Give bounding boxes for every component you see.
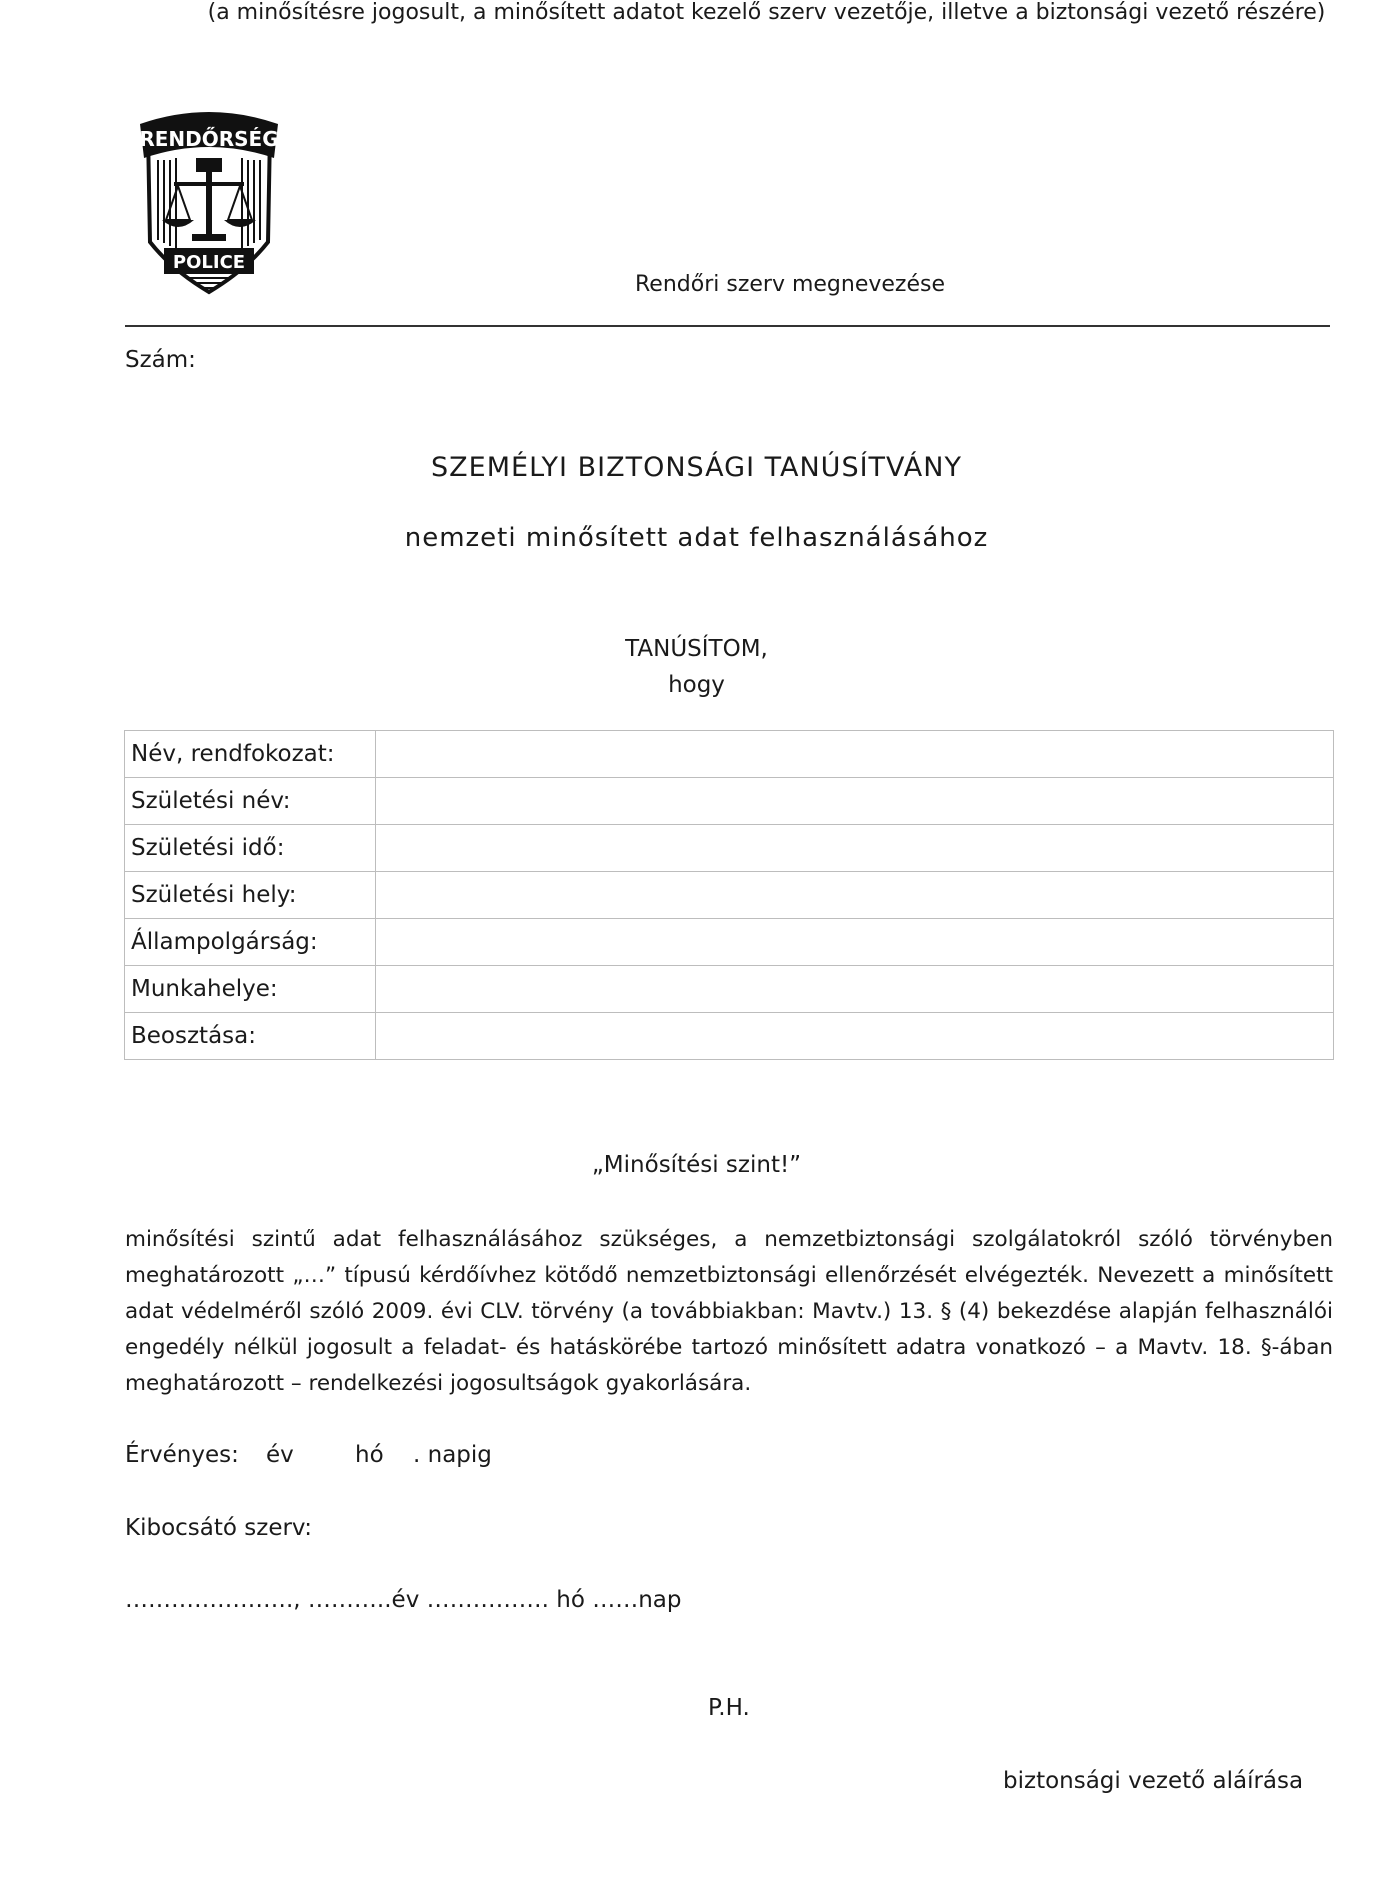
table-row: [125, 872, 1334, 919]
certify-heading: TANÚSÍTOM,: [625, 636, 768, 662]
classification-level: „Minősítési szint!”: [591, 1152, 802, 1178]
field-value-birth-name[interactable]: [376, 778, 1334, 825]
field-label-name-rank: Név, rendfokozat:: [125, 731, 376, 778]
field-label-birth-place: Születési hely:: [125, 872, 376, 919]
field-value-birth-place[interactable]: [376, 872, 1334, 919]
field-label-birth-name: Születési név:: [125, 778, 376, 825]
field-value-position[interactable]: [376, 1013, 1334, 1060]
police-unit-name-label: Rendőri szerv megnevezése: [635, 272, 945, 297]
validity-month-word: hó: [355, 1442, 384, 1468]
field-value-workplace[interactable]: [376, 966, 1334, 1013]
personal-data-table: [124, 730, 1334, 1060]
table-row: [125, 731, 1334, 778]
svg-text:RENDŐRSÉG: RENDŐRSÉG: [139, 127, 279, 151]
field-value-citizenship[interactable]: [376, 919, 1334, 966]
validity-year-word: év: [266, 1442, 294, 1468]
field-value-birth-date[interactable]: [376, 825, 1334, 872]
table-row: [125, 1013, 1334, 1060]
police-logo: [134, 110, 284, 295]
header-divider: [125, 325, 1330, 327]
table-row: [125, 919, 1334, 966]
field-label-position: Beosztása:: [125, 1013, 376, 1060]
place-date-line: …………………., ………..év ……………. hó ……nap: [125, 1587, 682, 1613]
field-value-name-rank[interactable]: [376, 731, 1334, 778]
stamp-label: P.H.: [708, 1695, 750, 1721]
certify-hogy: hogy: [668, 672, 725, 698]
header-note: (a minősítésre jogosult, a minősített adatot kezelő szerv vezetője, illetve a biztonsági vezető részére): [207, 0, 1326, 25]
signature-label: biztonsági vezető aláírása: [1003, 1768, 1304, 1794]
svg-text:POLICE: POLICE: [172, 252, 246, 273]
validity-day-word: . napig: [413, 1442, 492, 1468]
table-row: [125, 825, 1334, 872]
field-label-birth-date: Születési idő:: [125, 825, 376, 872]
document-number-label: Szám:: [125, 347, 196, 373]
issuer-label: Kibocsátó szerv:: [125, 1515, 313, 1541]
table-row: [125, 966, 1334, 1013]
validity-label: Érvényes:: [125, 1442, 239, 1468]
field-label-citizenship: Állampolgárság:: [125, 919, 376, 966]
field-label-workplace: Munkahelye:: [125, 966, 376, 1013]
document-title: SZEMÉLYI BIZTONSÁGI TANÚSÍTVÁNY: [431, 452, 962, 483]
table-row: [125, 778, 1334, 825]
certification-body-text: minősítési szintű adat felhasználásához szükséges, a nemzetbiztonsági szolgálatokról szóló törvényben meghatározott „…” típusú kérdőívhez kötődő nemzetbiztonsági ellenőrzését elvégezték. Nevezett a minősített adat védelméről szóló 2009. évi CLV. törvény (a továbbiakban: Mavtv.) 13. § (4) bekezdése alapján felhasználói engedély nélkül jogosult a feladat- és hatáskörébe tartozó minősített adatra vonatkozó – a Mavtv. 18. §-ában meghatározott – rendelkezési jogosultságok gyakorlására.: [125, 1227, 1333, 1396]
document-subtitle: nemzeti minősített adat felhasználásához: [404, 523, 989, 553]
